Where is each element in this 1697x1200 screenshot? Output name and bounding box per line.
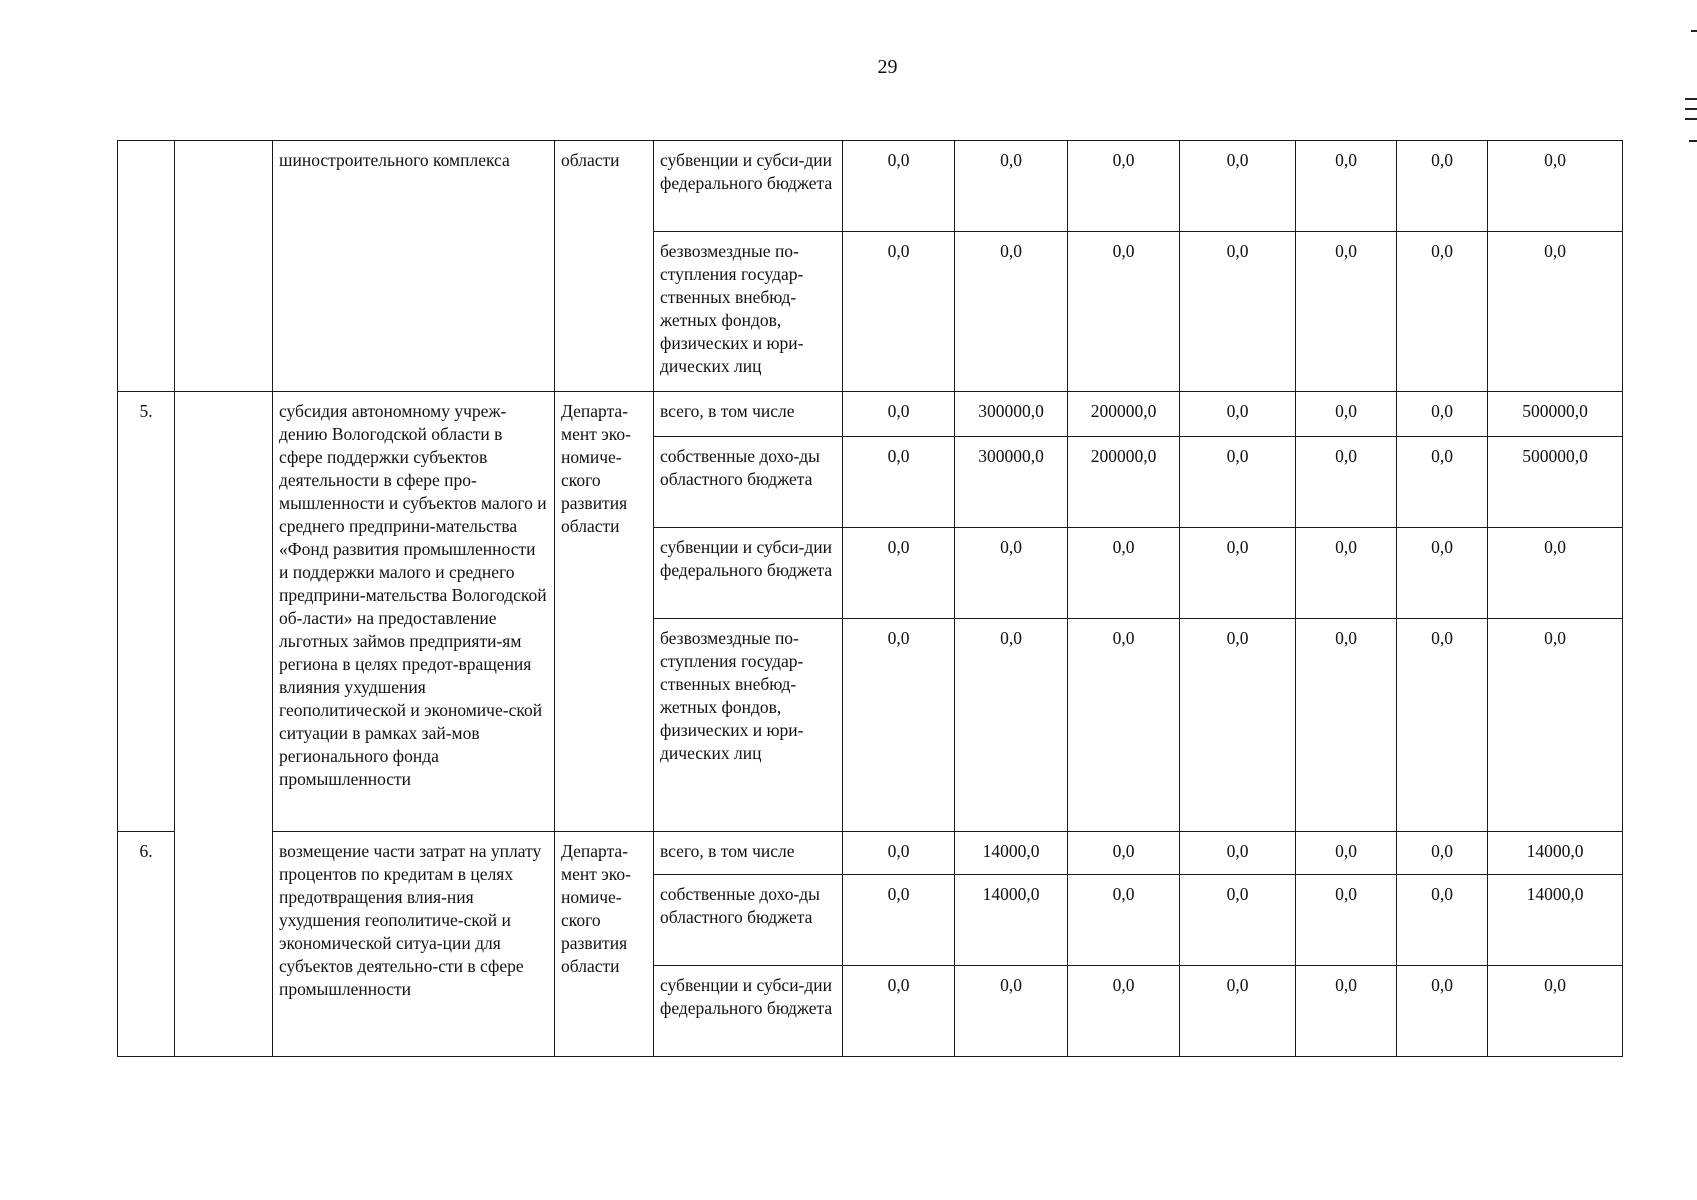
value-cell: 0,0 (1068, 232, 1180, 392)
value-cell: 0,0 (1068, 141, 1180, 232)
measure-description: шиностроительного комплекса (273, 141, 555, 392)
page-number: 29 (877, 56, 898, 78)
empty-cell (175, 141, 273, 392)
value-cell: 0,0 (1397, 392, 1488, 437)
executor-cell: области (555, 141, 654, 392)
value-cell: 0,0 (1488, 528, 1623, 619)
value-cell: 0,0 (955, 528, 1068, 619)
value-cell: 0,0 (1488, 141, 1623, 232)
value-cell: 0,0 (843, 619, 955, 832)
value-cell: 0,0 (1397, 875, 1488, 966)
value-cell: 0,0 (843, 832, 955, 875)
value-cell: 0,0 (1180, 437, 1296, 528)
table-row (118, 141, 1623, 232)
value-cell: 0,0 (1180, 141, 1296, 232)
funding-source: безвозмездные по-ступления государ-ственных внебюд-жетных фондов, физических и юри-дических лиц (654, 619, 843, 832)
value-cell: 0,0 (1296, 528, 1397, 619)
value-cell: 0,0 (1397, 966, 1488, 1057)
value-cell: 0,0 (1068, 528, 1180, 619)
value-cell: 0,0 (1488, 232, 1623, 392)
value-cell: 0,0 (955, 619, 1068, 832)
value-cell: 0,0 (1296, 437, 1397, 528)
value-cell: 0,0 (1296, 392, 1397, 437)
value-cell: 0,0 (1397, 232, 1488, 392)
value-cell: 14000,0 (955, 832, 1068, 875)
funding-source: всего, в том числе (654, 392, 843, 437)
value-cell: 0,0 (843, 392, 955, 437)
value-cell: 0,0 (1397, 832, 1488, 875)
measure-description: субсидия автономному учреж-дению Вологодской области в сфере поддержки субъектов деятельности в сфере про-мышленности и субъектов малого и среднего предприни-мательства «Фонд развития промышленности и поддержки малого и среднего предприни-мательства Вологодской об-ласти» на предоставление льготных займов предприяти-ям региона в целях предот-вращения влияния ухудшения геополитической и экономиче-ской ситуации в рамках зай-мов регионального фонда промышленности (273, 392, 555, 832)
empty-cell (175, 392, 273, 1057)
budget-table (117, 140, 1623, 1057)
funding-source: субвенции и субси-дии федерального бюджета (654, 966, 843, 1057)
value-cell: 500000,0 (1488, 437, 1623, 528)
value-cell: 200000,0 (1068, 392, 1180, 437)
value-cell: 0,0 (955, 141, 1068, 232)
value-cell: 0,0 (843, 232, 955, 392)
value-cell: 0,0 (1180, 875, 1296, 966)
value-cell: 0,0 (1397, 141, 1488, 232)
value-cell: 0,0 (1296, 619, 1397, 832)
value-cell: 0,0 (843, 437, 955, 528)
funding-source: безвозмездные по-ступления государ-ственных внебюд-жетных фондов, физических и юри-дических лиц (654, 232, 843, 392)
value-cell: 0,0 (1488, 966, 1623, 1057)
executor-cell: Департа-мент эко-номиче-ского развития области (555, 392, 654, 832)
funding-source: субвенции и субси-дии федерального бюджета (654, 528, 843, 619)
value-cell: 0,0 (1180, 966, 1296, 1057)
value-cell: 0,0 (1296, 966, 1397, 1057)
value-cell: 0,0 (1296, 875, 1397, 966)
funding-source: собственные дохо-ды областного бюджета (654, 437, 843, 528)
value-cell: 300000,0 (955, 392, 1068, 437)
value-cell: 500000,0 (1488, 392, 1623, 437)
row-number-cell: 6. (118, 832, 175, 1057)
value-cell: 0,0 (1180, 832, 1296, 875)
funding-source: собственные дохо-ды областного бюджета (654, 875, 843, 966)
value-cell: 0,0 (1068, 875, 1180, 966)
value-cell: 14000,0 (1488, 832, 1623, 875)
value-cell: 14000,0 (955, 875, 1068, 966)
value-cell: 0,0 (1068, 966, 1180, 1057)
value-cell: 0,0 (1180, 392, 1296, 437)
value-cell: 14000,0 (1488, 875, 1623, 966)
scan-edge-marks (1683, 20, 1697, 160)
table-row (118, 392, 1623, 437)
table-row (118, 832, 1623, 875)
row-number-cell: 5. (118, 392, 175, 832)
value-cell: 0,0 (843, 966, 955, 1057)
value-cell: 0,0 (1180, 528, 1296, 619)
value-cell: 0,0 (1296, 141, 1397, 232)
value-cell: 0,0 (955, 966, 1068, 1057)
value-cell: 0,0 (1068, 832, 1180, 875)
value-cell: 0,0 (1296, 832, 1397, 875)
value-cell: 0,0 (1488, 619, 1623, 832)
value-cell: 0,0 (1397, 619, 1488, 832)
funding-source: всего, в том числе (654, 832, 843, 875)
funding-source: субвенции и субси-дии федерального бюджета (654, 141, 843, 232)
value-cell: 0,0 (955, 232, 1068, 392)
value-cell: 0,0 (843, 875, 955, 966)
value-cell: 0,0 (1068, 619, 1180, 832)
measure-description: возмещение части затрат на уплату процентов по кредитам в целях предотвращения влия-ния ухудшения геополитиче-ской и экономической ситуа-ции для субъектов деятельно-сти в сфере промышленности (273, 832, 555, 1057)
value-cell: 200000,0 (1068, 437, 1180, 528)
value-cell: 0,0 (843, 528, 955, 619)
row-number-cell (118, 141, 175, 392)
value-cell: 0,0 (1397, 528, 1488, 619)
executor-cell: Департа-мент эко-номиче-ского развития области (555, 832, 654, 1057)
value-cell: 0,0 (1296, 232, 1397, 392)
value-cell: 0,0 (1180, 232, 1296, 392)
value-cell: 300000,0 (955, 437, 1068, 528)
value-cell: 0,0 (1180, 619, 1296, 832)
value-cell: 0,0 (843, 141, 955, 232)
value-cell: 0,0 (1397, 437, 1488, 528)
